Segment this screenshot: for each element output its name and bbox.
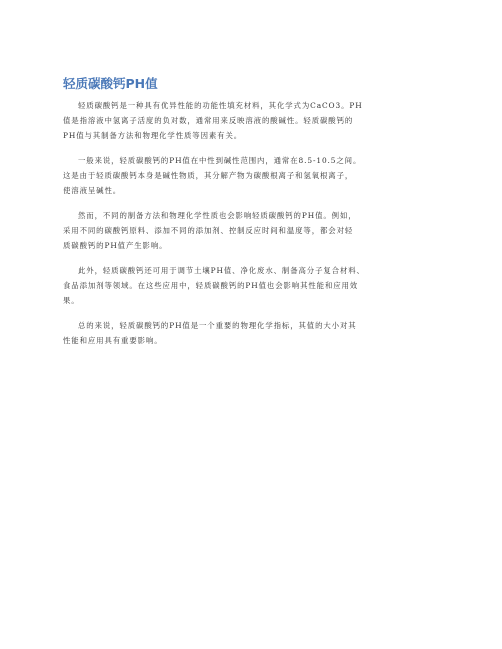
document-title: 轻质碳酸钙PH值 — [63, 76, 158, 91]
paragraph-line: 总的来说，轻质碳酸钙的PH值是一个重要的物理化学指标，其值的大小对其 — [78, 321, 357, 330]
paragraph-line: 值是指溶液中氢离子活度的负对数，通常用来反映溶液的酸碱性。轻质碳酸钙的 — [63, 116, 354, 125]
paragraph-1 — [63, 98, 443, 143]
paragraph-line: 使溶液呈碱性。 — [63, 186, 122, 195]
paragraph-line: 轻质碳酸钙是一种具有优异性能的功能性填充材料，其化学式为CaCO3。PH — [78, 101, 363, 110]
paragraph-4 — [63, 263, 443, 308]
paragraph-line: 一般来说，轻质碳酸钙的PH值在中性到碱性范围内，通常在8.5-10.5之间。 — [78, 156, 362, 165]
paragraph-line: 性能和应用具有重要影响。 — [63, 336, 163, 345]
paragraph-line: 此外，轻质碳酸钙还可用于调节土壤PH值、净化废水、制备高分子复合材料、 — [78, 266, 365, 275]
paragraph-line: 这是由于轻质碳酸钙本身是碱性物质，其分解产物为碳酸根离子和氢氧根离子， — [63, 171, 354, 180]
paragraph-line: 果。 — [63, 296, 80, 305]
paragraph-line: PH值与其制备方法和物理化学性质等因素有关。 — [63, 131, 243, 140]
paragraph-3 — [63, 208, 443, 253]
paragraph-line: 食品添加剂等领域。在这些应用中，轻质碳酸钙的PH值也会影响其性能和应用效 — [63, 281, 359, 290]
paragraph-line: 采用不同的碳酸钙原料、添加不同的添加剂、控制反应时间和温度等，都会对轻 — [63, 226, 354, 235]
paragraph-2 — [63, 153, 443, 198]
paragraph-line: 然而，不同的制备方法和物理化学性质也会影响轻质碳酸钙的PH值。例如， — [78, 211, 357, 220]
document-body — [63, 76, 443, 358]
paragraph-line: 质碳酸钙的PH值产生影响。 — [63, 241, 168, 250]
paragraph-5 — [63, 318, 443, 348]
